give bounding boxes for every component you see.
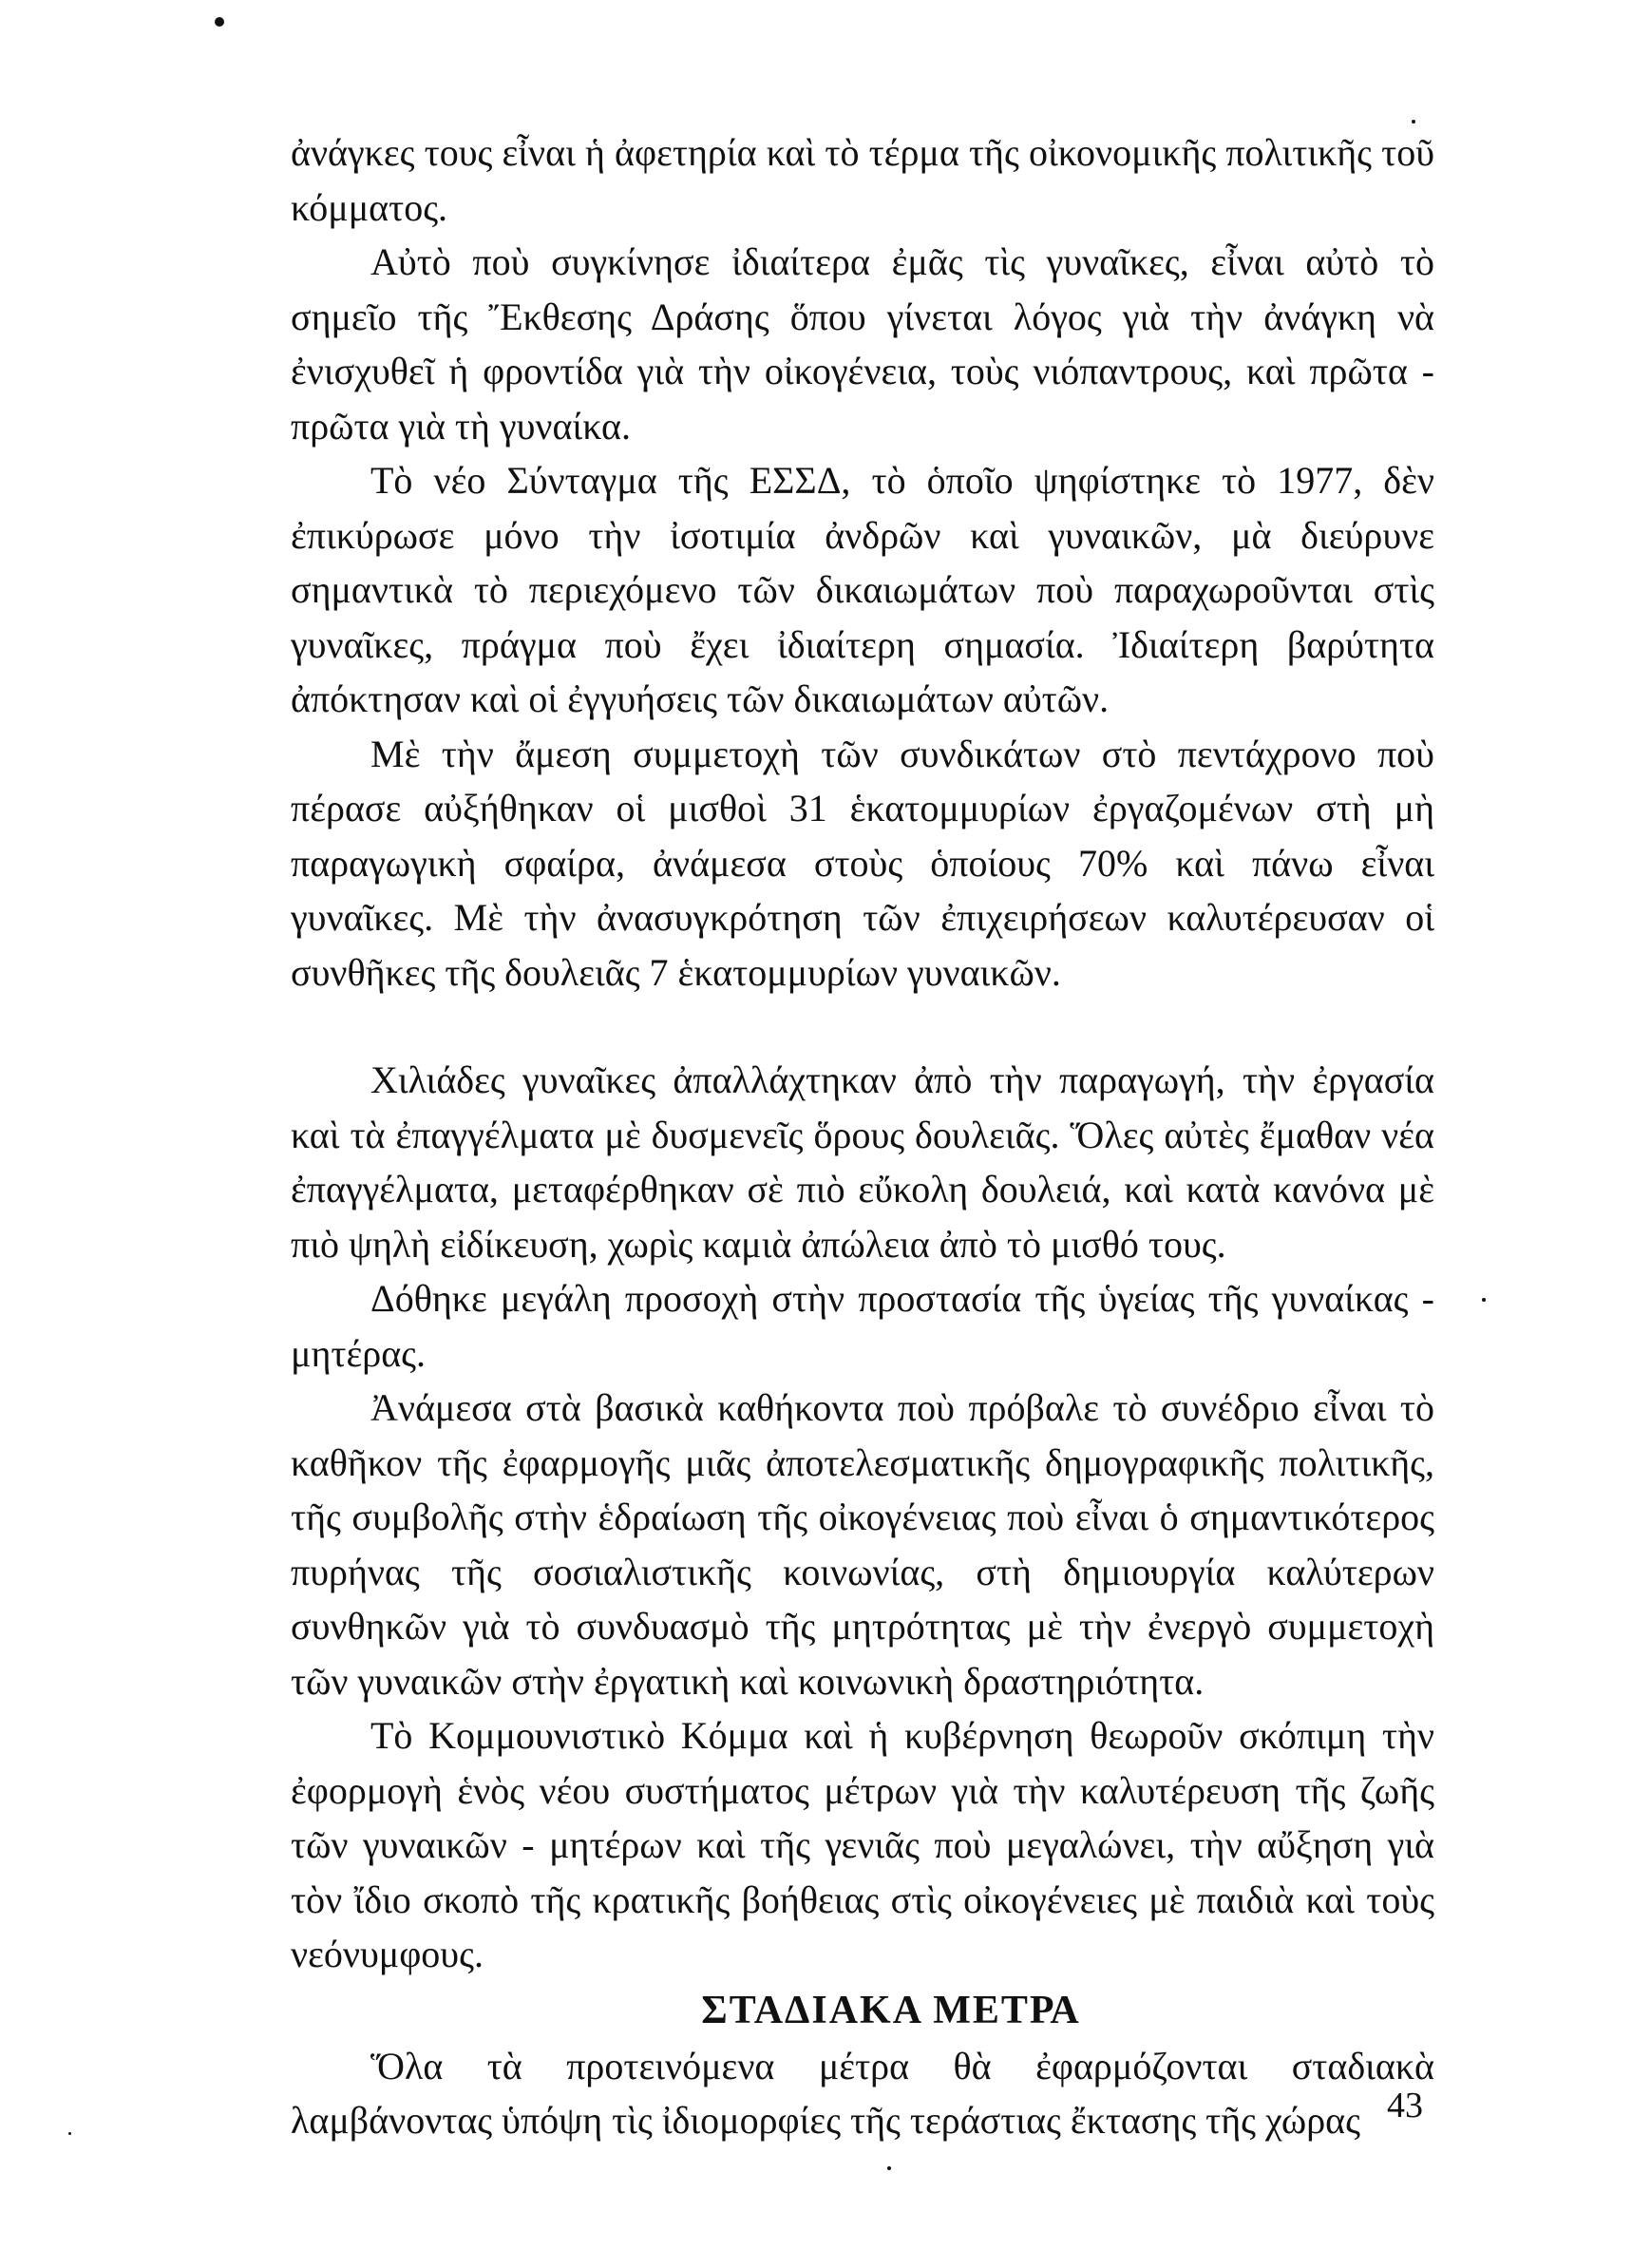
paragraph-6: Δόθηκε μεγάλη προσοχὴ στὴν προστασία τῆς ὑγείας τῆς γυναίκας - μητέρας. <box>291 1277 1434 1375</box>
closing-paragraph: Ὅλα τὰ προτεινόμενα μέτρα θὰ ἐφαρμόζονται σταδιακὰ λαμβάνοντας ὑπόψη τὶς ἰδιομορφίες τῆς τεράστιας ἔκτασης τῆς χώρας <box>291 2044 1434 2142</box>
scan-speck <box>887 2166 891 2170</box>
scan-speck <box>68 2132 71 2135</box>
scan-speck <box>215 17 224 27</box>
paragraph-2: Αὐτὸ ποὺ συγκίνησε ἰδιαίτερα ἐμᾶς τὶς γυναῖκες, εἶναι αὐτὸ τὸ σημεῖο τῆς Ἔκθεσης Δράσης ὅπου γίνεται λόγος γιὰ τὴν ἀνάγκη νὰ ἐνισχυθεῖ ἡ φροντίδα γιὰ τὴν οἰκογένεια, τοὺς νιόπαντρους, καὶ πρῶτα - πρῶτα γιὰ τὴ γυναίκα. <box>291 240 1434 448</box>
paragraph-4: Μὲ τὴν ἄμεση συμμετοχὴ τῶν συνδικάτων στὸ πεντάχρονο ποὺ πέρασε αὐξήθηκαν οἱ μισθοὶ 31 ἑκατομμυρίων ἐργαζομένων στὴ μὴ παραγωγικὴ σφαίρα, ἀνάμεσα στοὺς ὁποίους 70% καὶ πάνω εἶναι γυναῖκες. Μὲ τὴν ἀνασυγκρότηση τῶν ἐπιχειρήσεων καλυτέρευσαν οἱ συνθῆκες τῆς δουλειᾶς 7 ἑκατομμυρίων γυναικῶν. <box>291 732 1434 994</box>
body-text <box>291 125 1434 2148</box>
paragraph-3: Τὸ νέο Σύνταγμα τῆς ΕΣΣΔ, τὸ ὁποῖο ψηφίστηκε τὸ 1977, δὲν ἐπικύρωσε μόνο τὴν ἰσοτιμία ἀνδρῶν καὶ γυναικῶν, μὰ διεύρυνε σημαντικὰ τὸ περιεχόμενο τῶν δικαιωμάτων ποὺ παραχωροῦνται στὶς γυναῖκες, πράγμα ποὺ ἔχει ἰδιαίτερη σημασία. Ἰδιαίτερη βαρύτητα ἀπόκτησαν καὶ οἱ ἐγγυήσεις τῶν δικαιωμάτων αὐτῶν. <box>291 459 1434 720</box>
paragraph-gap <box>291 1000 1434 1053</box>
scan-speck <box>1482 1298 1486 1302</box>
scan-speck <box>1412 120 1415 124</box>
paragraph-7: Ἀνάμεσα στὰ βασικὰ καθήκοντα ποὺ πρόβαλε τὸ συνέδριο εἶναι τὸ καθῆκον τῆς ἐφαρμογῆς μιᾶς ἀποτελεσματικῆς δημογραφικῆς πολιτικῆς, τῆς συμβολῆς στὴν ἑδραίωση τῆς οἰκογένειας ποὺ εἶναι ὁ σημαντικότερος πυρήνας τῆς σοσιαλιστικῆς κοινωνίας, στὴ δημιουργία καλύτερων συνθηκῶν γιὰ τὸ συνδυασμὸ τῆς μητρότητας μὲ τὴν ἐνεργὸ συμμετοχὴ τῶν γυναικῶν στὴν ἐργατικὴ καὶ κοινωνικὴ δραστηριότητα. <box>291 1386 1434 1703</box>
page-number: 43 <box>1387 2086 1423 2125</box>
section-heading: ΣΤΑΔΙΑΚΑ ΜΕΤΡΑ <box>701 1988 1081 2032</box>
paragraph-1: ἀνάγκες τους εἶναι ἡ ἀφετηρία καὶ τὸ τέρμα τῆς οἰκονομικῆς πολιτικῆς τοῦ κόμματος. <box>291 131 1434 229</box>
paragraph-8: Τὸ Κομμουνιστικὸ Κόμμα καὶ ἡ κυβέρνηση θεωροῦν σκόπιμη τὴν ἐφορμογὴ ἑνὸς νέου συστήματος μέτρων γιὰ τὴν καλυτέρευση τῆς ζωῆς τῶν γυναικῶν - μητέρων καὶ τῆς γενιᾶς ποὺ μεγαλώνει, τὴν αὔξηση γιὰ τὸν ἴδιο σκοπὸ τῆς κρατικῆς βοήθειας στὶς οἰκογένειες μὲ παιδιὰ καὶ τοὺς νεόνυμφους. <box>291 1714 1434 1975</box>
paragraph-5: Χιλιάδες γυναῖκες ἀπαλλάχτηκαν ἀπὸ τὴν παραγωγή, τὴν ἐργασία καὶ τὰ ἐπαγγέλματα μὲ δυσμενεῖς ὅρους δουλειᾶς. Ὅλες αὐτὲς ἔμαθαν νέα ἐπαγγέλματα, μεταφέρθηκαν σὲ πιὸ εὔκολη δουλειά, καὶ κατὰ κανόνα μὲ πιὸ ψηλὴ εἰδίκευση, χωρὶς καμιὰ ἀπώλεια ἀπὸ τὸ μισθό τους. <box>291 1058 1434 1266</box>
